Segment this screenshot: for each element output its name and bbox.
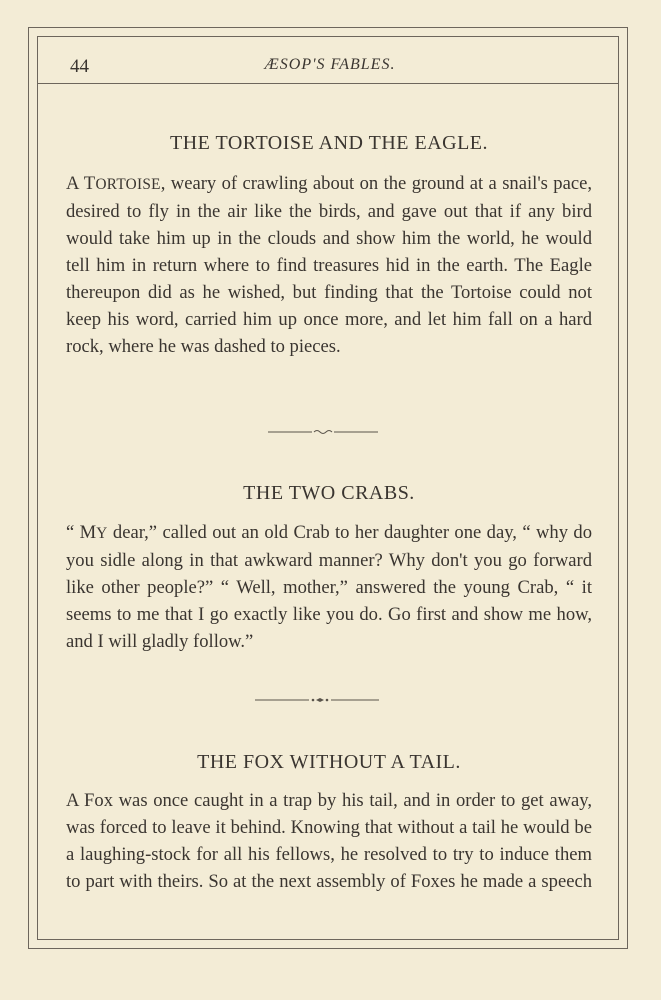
fable-title-fox-without-tail: THE FOX WITHOUT A TAIL. [197,751,461,773]
lead-smallcaps-rest: ORTOISE [95,176,161,193]
body-text: dear,” called out an old Crab to her daughter one day, “ why do you sidle along in that awkward manner? Why don't you go forward like other people?” “ Well, mother,” answered the young Crab, “ it seems to me that I go exactly like you do. Go first and show me how, and I will gladly follow.” [66,522,592,652]
fable-title-two-crabs: THE TWO CRABS. [243,482,415,504]
ornament-divider [268,428,378,436]
fable-body-fox-without-tail: A Fox was once caught in a trap by his tail, and in order to get away, was forced to leave it behind. Knowing that without a tail he would be a laughing-stock for all his fellows, he resolved to try to induce them to part with theirs. So at the next assembly of Foxes he made a speech [66,790,592,892]
lead-smallcaps: Y [96,525,108,542]
fable-body-tortoise-eagle [66,170,592,360]
lead-prefix: “ M [66,522,97,543]
lead-smallcaps [83,173,161,194]
ornament-divider [255,696,379,704]
lead-smallcaps-initial: T [83,173,96,194]
header-rule [37,83,619,84]
running-head: ÆSOP'S FABLES. [264,56,396,73]
page-number: 44 [70,56,89,77]
lead-prefix: A [66,173,84,194]
fable-title-tortoise-eagle: THE TORTOISE AND THE EAGLE. [169,132,489,154]
body-text: , weary of crawling about on the ground at a snail's pace, desired to fly in the air like the birds, and gave out that if any bird would take him up in the clouds and show him the world, he would tell him in return where to find treasures hid in the earth. The Eagle thereupon did as he wished, but finding that the Tortoise could not keep his word, carried him up once more, and let him fall on a hard rock, where he was dashed to pieces. [66,173,592,357]
fable-body-two-crabs [66,519,592,655]
